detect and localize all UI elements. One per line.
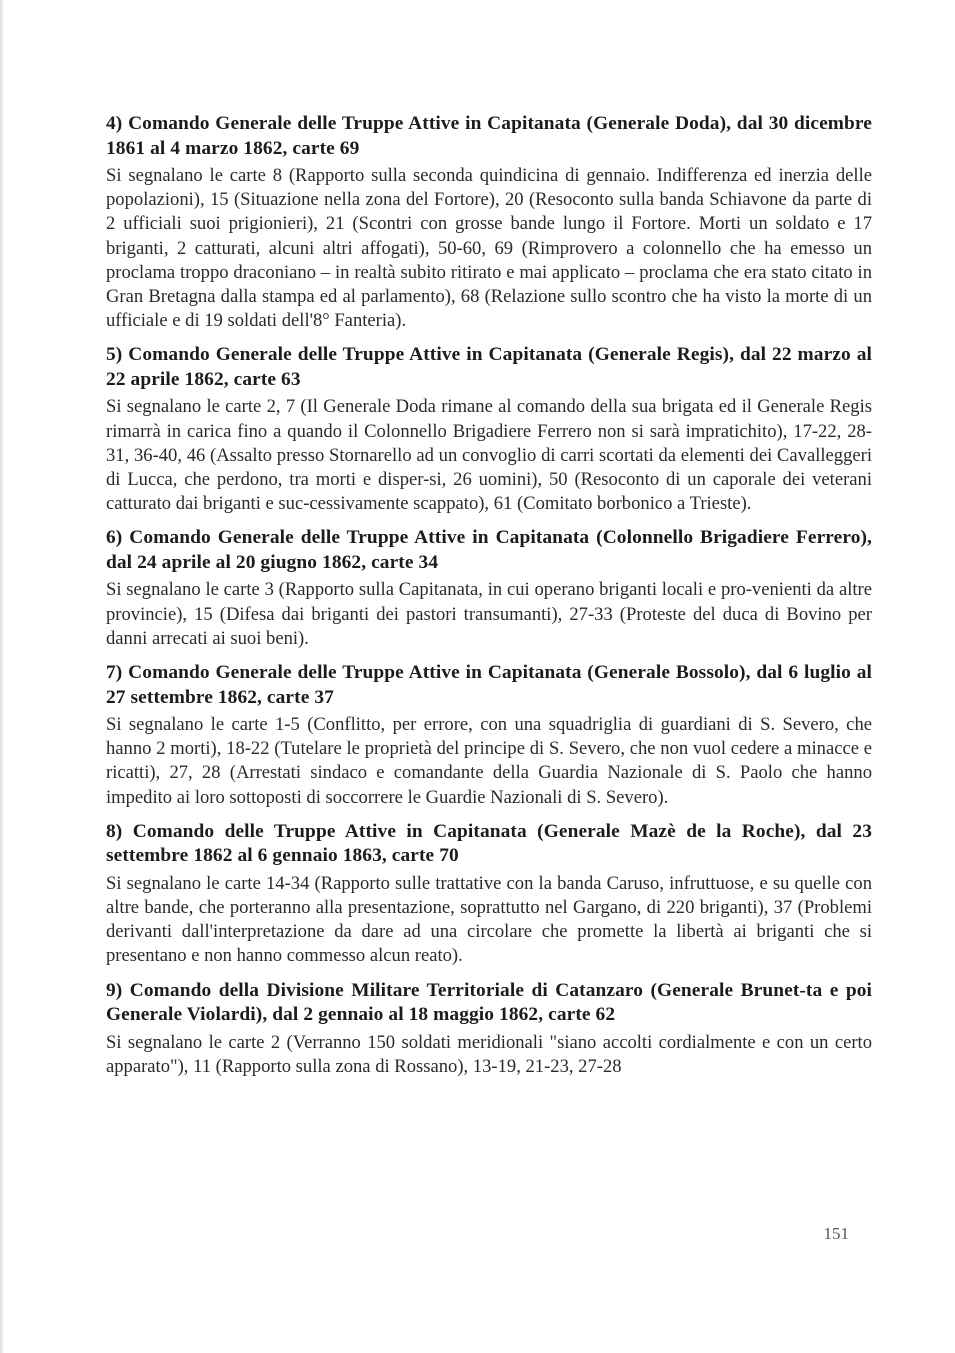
section-7 (106, 661, 872, 810)
section-heading: 4) Comando Generale delle Truppe Attive in Capitanata (Generale Doda), dal 30 dicembre 1861 al 4 marzo 1862, carte 69 (106, 113, 872, 159)
section-4 (106, 112, 872, 333)
section-body: Si segnalano le carte 14-34 (Rapporto sulle trattative con la banda Caruso, infruttuose, e su quelle con altre bande, che porteranno alla presentazione, soprattutto nel Gargano, di 220 briganti), 37 (Problemi derivanti dall'interpretazione da dare ad una circolare che promette la libertà ai briganti che si presentano e non hanno commesso alcun reato). (106, 872, 872, 967)
section-heading: 5) Comando Generale delle Truppe Attive in Capitanata (Generale Regis), dal 22 marzo al 22 aprile 1862, carte 63 (106, 344, 872, 390)
section-body: Si segnalano le carte 8 (Rapporto sulla seconda quindicina di gennaio. Indifferenza ed inerzia delle popolazioni), 15 (Situazione nella zona del Fortore), 20 (Resoconto sulla banda Schiavone da parte di 2 ufficiali suoi prigionieri), 21 (Scontri con grosse bande lungo il Fortore. Morti un soldato e 17 briganti, 2 catturati, alcuni altri affogati), 50-60, 69 (Rimprovero a colonnello che ha emesso un proclama troppo draconiano – in realtà subito ritirato e mai applicato – proclama che era stato citato in Gran Bretagna dalla stampa ed al parlamento), 68 (Relazione sullo scontro che ha visto la morte di un ufficiale e di 19 soldati dell'8° Fanteria). (106, 165, 872, 332)
section-body: Si segnalano le carte 2, 7 (Il Generale Doda rimane al comando della sua brigata ed il Generale Regis rimarrà in carica fino a quando il Colonnello Brigadiere Ferrero non si sarà impratichito), 17-22, 28-31, 36-40, 46 (Assalto presso Stornarello ad un convoglio di carri scortati da elementi dei Cavalleggeri di Lucca, che perdono, tra morti e disper-si, 26 uomini), 50 (Resoconto di un caporale dei veterani catturato dai briganti e suc-cessivamente scappato), 61 (Comitato borbonico a Trieste). (106, 396, 872, 515)
section-9 (106, 979, 872, 1079)
section-heading: 6) Comando Generale delle Truppe Attive in Capitanata (Colonnello Brigadiere Ferrero), dal 24 aprile al 20 giugno 1862, carte 34 (106, 527, 872, 573)
page-number: 151 (823, 1224, 849, 1243)
section-body: Si segnalano le carte 3 (Rapporto sulla Capitanata, in cui operano briganti locali e pro-venienti da altre provincie), 15 (Difesa dai briganti dei pastori transumanti), 27-33 (Proteste del duca di Bovino per danni arrecati ai suoi beni). (106, 579, 872, 649)
scan-edge (0, 0, 4, 1353)
section-6 (106, 526, 872, 651)
section-heading: 8) Comando delle Truppe Attive in Capitanata (Generale Mazè de la Roche), dal 23 settembre 1862 al 6 gennaio 1863, carte 70 (106, 820, 872, 867)
section-body: Si segnalano le carte 1-5 (Conflitto, per errore, con una squadriglia di guardiani di S. Severo, che hanno 2 morti), 18-22 (Tutelare le proprietà del principe di S. Severo, che non vuol cedere a minacce e ricatti), 27, 28 (Arrestati sindaco e comandante della Guardia Nazionale di S. Paolo che hanno impedito ai loro sottoposti di soccorrere le Guardie Nazionali di S. Severo). (106, 714, 872, 808)
section-body: Si segnalano le carte 2 (Verranno 150 soldati meridionali "siano accolti cordialmente e con un certo apparato"), 11 (Rapporto sulla zona di Rossano), 13-19, 21-23, 27-28 (106, 1031, 872, 1077)
section-5 (106, 343, 872, 516)
section-heading: 9) Comando della Divisione Militare Territoriale di Catanzaro (Generale Brunet-ta e poi Generale Violardi), dal 2 gennaio al 18 maggio 1862, carte 62 (106, 979, 872, 1026)
section-8 (106, 820, 872, 969)
section-heading: 7) Comando Generale delle Truppe Attive in Capitanata (Generale Bossolo), dal 6 luglio al 27 settembre 1862, carte 37 (106, 662, 872, 708)
page-content (106, 112, 872, 1089)
